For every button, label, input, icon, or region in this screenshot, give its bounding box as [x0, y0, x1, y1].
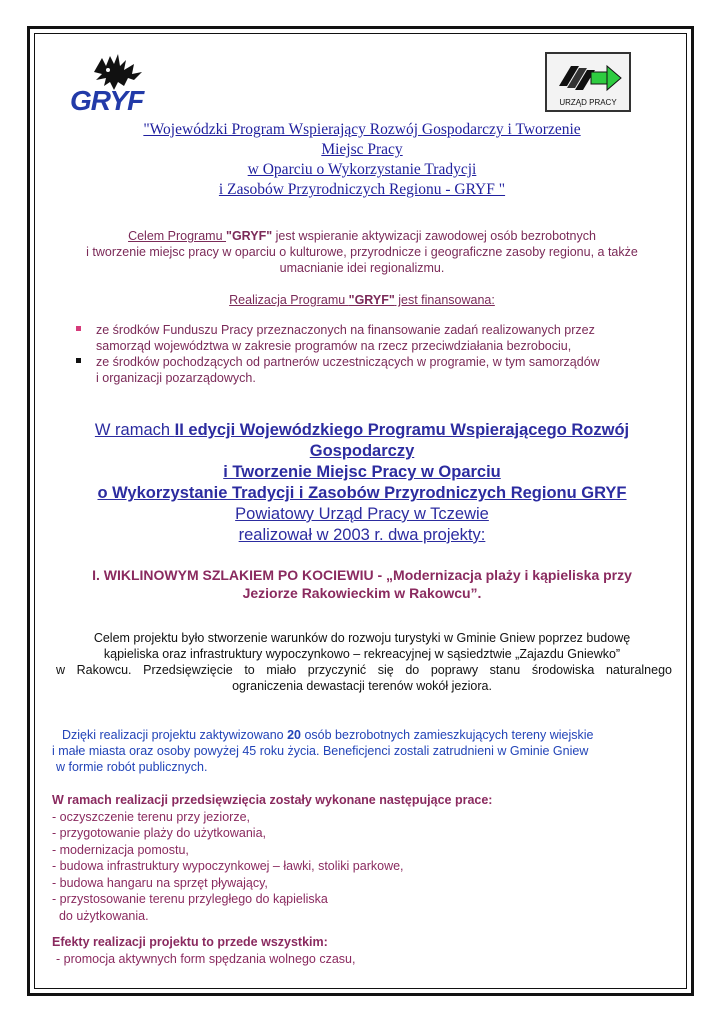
project-line1: I. WIKLINOWYM SZLAKIEM PO KOCIEWIU - „Modernizacja plaży i kąpieliska przy — [92, 567, 632, 583]
list-item: - przystosowanie terenu przyległego do kąpieliska — [52, 892, 328, 906]
activation-paragraph — [52, 727, 682, 775]
financing-suffix: jest finansowana: — [394, 293, 495, 307]
arrow-right-icon — [557, 60, 623, 94]
project-line2: Jeziorze Rakowieckim w Rakowcu”. — [242, 585, 482, 601]
financing-name: "GRYF" — [348, 293, 395, 307]
goal-line3: w Rakowcu. Przedsięwzięcie to miało przyczynić się do poprawy stanu środowiska naturalnego — [56, 663, 672, 677]
intro-line1: jest wspieranie aktywizacji zawodowej osób bezrobotnych — [272, 229, 596, 243]
goal-line2: kąpieliska oraz infrastruktury wypoczynkowo – rekreacyjnej w sąsiedztwie „Zajazdu Gniewko” — [103, 647, 621, 661]
edition-line6: realizował w 2003 r. dwa projekty: — [238, 526, 486, 544]
effects-heading: Efekty realizacji projektu to przede wszystkim: — [52, 935, 328, 949]
square-bullet-icon — [76, 358, 81, 363]
activation-count: 20 — [287, 728, 301, 742]
edition-bold1: II edycji Wojewódzkiego Programu Wspierającego Rozwój — [174, 421, 630, 439]
project-title — [40, 566, 684, 602]
edition-heading — [40, 420, 684, 546]
title-line-4: i Zasobów Przyrodniczych Regionu - GRYF " — [218, 181, 506, 198]
financing-item-1-line1: ze środków Funduszu Pracy przeznaczonych na finansowanie zadań realizowanych przez — [96, 323, 595, 337]
works-section — [52, 792, 682, 924]
edition-line2: Gospodarczy — [309, 442, 415, 460]
list-item: do użytkowania. — [52, 908, 149, 923]
urzad-pracy-badge — [545, 52, 631, 112]
goal-paragraph — [40, 630, 684, 694]
edition-line4: o Wykorzystanie Tradycji i Zasobów Przyrodniczych Regionu GRYF — [97, 484, 627, 502]
square-bullet-icon — [76, 326, 81, 331]
intro-paragraph — [40, 228, 684, 276]
logo-text: GRYF — [70, 85, 144, 116]
edition-line3: i Tworzenie Miejsc Pracy w Oparciu — [223, 463, 501, 481]
list-item: - przygotowanie plaży do użytkowania, — [52, 826, 267, 840]
works-heading: W ramach realizacji przedsięwzięcia zostały wykonane następujące prace: — [52, 793, 493, 807]
edition-prefix: W ramach — [94, 421, 175, 439]
financing-item-2-line2: i organizacji pozarządowych. — [96, 371, 256, 385]
intro-line2: i tworzenie miejsc pracy w oparciu o kulturowe, przyrodnicze i geograficzne zasoby regionu, a także — [86, 245, 638, 259]
financing-item-1-line2: samorząd województwa w zakresie programów na rzecz przeciwdziałania bezrobociu, — [96, 339, 572, 353]
financing-heading — [40, 292, 684, 308]
goal-line4: ograniczenia dewastacji terenów wokół jeziora. — [232, 679, 492, 693]
list-item — [72, 354, 682, 386]
list-item: - budowa hangaru na sprzęt pływający, — [52, 875, 268, 890]
list-item: - oczyszczenie terenu przy jeziorze, — [52, 809, 250, 824]
intro-name: "GRYF" — [226, 229, 273, 243]
financing-item-2-line1: ze środków pochodzących od partnerów uczestniczących w programie, w tym samorządów — [96, 355, 600, 369]
title-line-1: "Wojewódzki Program Wspierający Rozwój Gospodarczy i Tworzenie — [143, 121, 581, 138]
intro-line3: umacnianie idei regionalizmu. — [279, 261, 445, 275]
intro-prefix: Celem Programu — [128, 229, 227, 243]
goal-line1: Celem projektu było stworzenie warunków do rozwoju turystyki w Gminie Gniew poprzez budowę — [93, 631, 631, 645]
edition-line5: Powiatowy Urząd Pracy w Tczewie — [235, 505, 489, 523]
title-line-3: w Oparciu o Wykorzystanie Tradycji — [247, 161, 477, 178]
activation-line2: i małe miasta oraz osoby powyżej 45 roku życia. Beneficjenci zostali zatrudnieni w Gminie Gniew — [52, 744, 589, 758]
badge-label: URZĄD PRACY — [559, 98, 617, 107]
list-item: - promocja aktywnych form spędzania wolnego czasu, — [56, 951, 356, 966]
financing-prefix: Realizacja Programu — [229, 293, 349, 307]
effects-section — [52, 934, 682, 967]
activation-line1-pre: Dzięki realizacji projektu zaktywizowano — [62, 728, 288, 742]
list-item — [72, 322, 682, 354]
list-item: - budowa infrastruktury wypoczynkowej – ławki, stoliki parkowe, — [52, 859, 404, 873]
title-line-2: Miejsc Pracy — [321, 141, 403, 158]
program-title — [40, 120, 684, 200]
activation-line1-post: osób bezrobotnych zamieszkujących tereny wiejskie — [301, 728, 594, 742]
activation-line3: w formie robót publicznych. — [56, 760, 208, 774]
financing-list — [72, 322, 682, 386]
list-item: - modernizacja pomostu, — [52, 842, 189, 857]
